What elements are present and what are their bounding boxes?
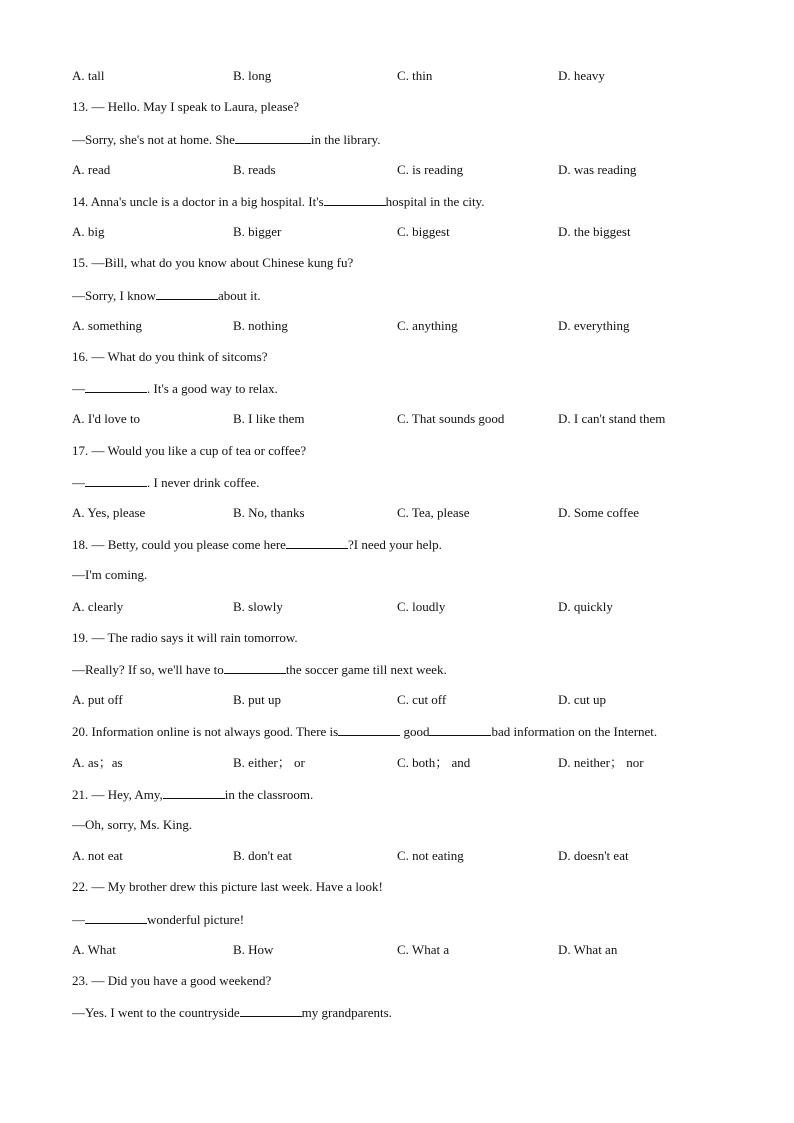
q17-prompt: 17. — Would you like a cup of tea or coffee? bbox=[72, 443, 307, 458]
q15-option-b: B. nothing bbox=[233, 318, 288, 333]
q17-option-d: D. Some coffee bbox=[558, 505, 639, 520]
answer-blank bbox=[85, 473, 147, 487]
q16-response-before: — bbox=[72, 381, 85, 396]
q14-option-c: C. biggest bbox=[397, 224, 450, 239]
q13-option-a: A. read bbox=[72, 162, 111, 177]
q13-response bbox=[72, 130, 380, 148]
q14-prompt bbox=[72, 192, 484, 210]
q14-prompt-before: 14. Anna's uncle is a doctor in a big hospital. It's bbox=[72, 194, 324, 209]
q23-response-before: —Yes. I went to the countryside bbox=[72, 1005, 240, 1020]
q13-option-d: D. was reading bbox=[558, 162, 637, 177]
q15-options bbox=[0, 317, 794, 335]
q20-option-d: D. neither； nor bbox=[558, 755, 644, 770]
q16-option-d: D. I can't stand them bbox=[558, 411, 666, 426]
answer-blank bbox=[224, 660, 286, 674]
q22-option-d: D. What an bbox=[558, 942, 618, 957]
q19-response bbox=[72, 660, 447, 678]
q20-option-c: C. both； and bbox=[397, 755, 471, 770]
q13-response-before: —Sorry, she's not at home. She bbox=[72, 132, 235, 147]
q18-option-b: B. slowly bbox=[233, 599, 283, 614]
q17-response bbox=[72, 473, 259, 491]
q21-prompt-after: in the classroom. bbox=[224, 787, 314, 802]
q21-option-c: C. not eating bbox=[397, 848, 464, 863]
q14-option-b: B. bigger bbox=[233, 224, 282, 239]
q12-options bbox=[0, 67, 794, 85]
q17-response-after: . I never drink coffee. bbox=[147, 475, 260, 490]
q22-options bbox=[0, 941, 794, 959]
q13-options bbox=[0, 161, 794, 179]
q17-response-before: — bbox=[72, 475, 85, 490]
q19-response-before: —Really? If so, we'll have to bbox=[72, 662, 224, 677]
answer-blank bbox=[85, 910, 147, 924]
q16-response-after: . It's a good way to relax. bbox=[147, 381, 278, 396]
answer-blank bbox=[163, 785, 225, 799]
q18-option-d: D. quickly bbox=[558, 599, 613, 614]
answer-blank bbox=[156, 286, 218, 300]
answer-blank bbox=[286, 535, 348, 549]
answer-blank bbox=[85, 379, 147, 393]
q17-option-b: B. No, thanks bbox=[233, 505, 305, 520]
q19-prompt: 19. — The radio says it will rain tomorrow. bbox=[72, 630, 298, 645]
q22-response-before: — bbox=[72, 912, 85, 927]
q19-options bbox=[0, 691, 794, 709]
q21-option-d: D. doesn't eat bbox=[558, 848, 629, 863]
q20-prompt-part2: good bbox=[400, 724, 430, 739]
q20-option-a: A. as；as bbox=[72, 755, 123, 770]
q12-option-b: B. long bbox=[233, 68, 272, 83]
q14-prompt-after: hospital in the city. bbox=[385, 194, 485, 209]
q18-options bbox=[0, 598, 794, 616]
q16-option-a: A. I'd love to bbox=[72, 411, 141, 426]
q18-prompt bbox=[72, 535, 442, 553]
q19-option-d: D. cut up bbox=[558, 692, 607, 707]
q16-options bbox=[0, 410, 794, 428]
q18-prompt-after: ?I need your help. bbox=[347, 537, 442, 552]
q22-prompt: 22. — My brother drew this picture last week. Have a look! bbox=[72, 879, 383, 894]
q19-option-b: B. put up bbox=[233, 692, 282, 707]
answer-blank bbox=[429, 722, 491, 736]
q21-prompt-before: 21. — Hey, Amy, bbox=[72, 787, 163, 802]
q16-option-b: B. I like them bbox=[233, 411, 305, 426]
q22-option-a: A. What bbox=[72, 942, 116, 957]
q18-option-a: A. clearly bbox=[72, 599, 124, 614]
q18-option-c: C. loudly bbox=[397, 599, 446, 614]
q18-prompt-before: 18. — Betty, could you please come here bbox=[72, 537, 286, 552]
answer-blank bbox=[324, 192, 386, 206]
q16-response bbox=[72, 379, 278, 397]
q21-option-a: A. not eat bbox=[72, 848, 123, 863]
q20-prompt-part3: bad information on the Internet. bbox=[491, 724, 658, 739]
q15-option-a: A. something bbox=[72, 318, 143, 333]
q21-options bbox=[0, 847, 794, 865]
q12-option-c: C. thin bbox=[397, 68, 433, 83]
q13-option-c: C. is reading bbox=[397, 162, 464, 177]
q15-response-before: —Sorry, I know bbox=[72, 288, 157, 303]
q23-prompt: 23. — Did you have a good weekend? bbox=[72, 973, 272, 988]
q14-options bbox=[0, 223, 794, 241]
q23-response-after: my grandparents. bbox=[301, 1005, 392, 1020]
q18-response: —I'm coming. bbox=[72, 567, 148, 582]
q20-prompt-part1: 20. Information online is not always good. There is bbox=[72, 724, 339, 739]
q15-prompt: 15. —Bill, what do you know about Chinese kung fu? bbox=[72, 255, 354, 270]
q21-prompt bbox=[72, 785, 313, 803]
q17-option-c: C. Tea, please bbox=[397, 505, 470, 520]
q21-option-b: B. don't eat bbox=[233, 848, 293, 863]
q13-option-b: B. reads bbox=[233, 162, 276, 177]
q15-response-after: about it. bbox=[218, 288, 261, 303]
answer-blank bbox=[338, 722, 400, 736]
q12-option-a: A. tall bbox=[72, 68, 105, 83]
q14-option-a: A. big bbox=[72, 224, 105, 239]
q15-option-d: D. everything bbox=[558, 318, 630, 333]
q23-response bbox=[72, 1003, 392, 1021]
q21-response: —Oh, sorry, Ms. King. bbox=[72, 817, 193, 832]
q20-prompt bbox=[72, 722, 657, 740]
q19-option-c: C. cut off bbox=[397, 692, 447, 707]
q22-response bbox=[72, 910, 244, 928]
q16-option-c: C. That sounds good bbox=[397, 411, 505, 426]
q20-options bbox=[0, 754, 794, 772]
q20-option-b: B. either； or bbox=[233, 755, 305, 770]
q22-response-after: wonderful picture! bbox=[147, 912, 245, 927]
q22-option-b: B. How bbox=[233, 942, 274, 957]
q15-response bbox=[72, 286, 261, 304]
q19-response-after: the soccer game till next week. bbox=[285, 662, 447, 677]
q12-option-d: D. heavy bbox=[558, 68, 605, 83]
answer-blank bbox=[235, 130, 311, 144]
q15-option-c: C. anything bbox=[397, 318, 458, 333]
q16-prompt: 16. — What do you think of sitcoms? bbox=[72, 349, 268, 364]
q19-option-a: A. put off bbox=[72, 692, 123, 707]
q17-option-a: A. Yes, please bbox=[72, 505, 146, 520]
q22-option-c: C. What a bbox=[397, 942, 450, 957]
answer-blank bbox=[240, 1003, 302, 1017]
q13-prompt: 13. — Hello. May I speak to Laura, please? bbox=[72, 99, 300, 114]
q17-options bbox=[0, 504, 794, 522]
q13-response-after: in the library. bbox=[310, 132, 381, 147]
q14-option-d: D. the biggest bbox=[558, 224, 631, 239]
